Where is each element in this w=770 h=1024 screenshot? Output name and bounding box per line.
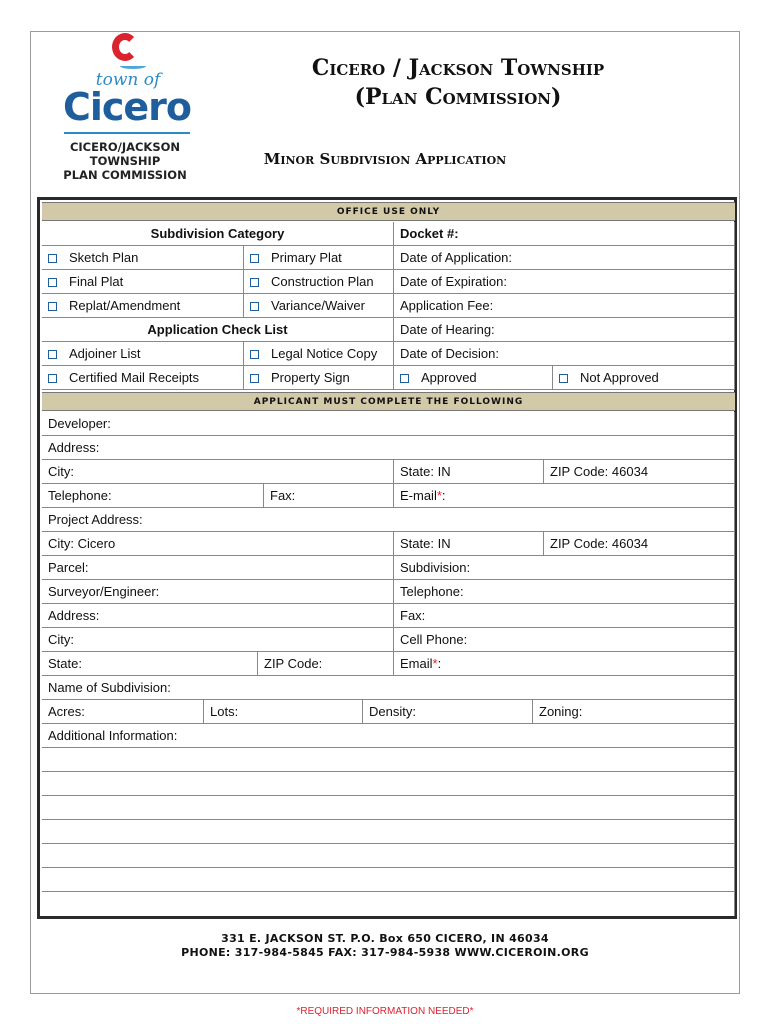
footer-contact: PHONE: 317-984-5845 FAX: 317-984-5938 WWW.CICEROIN.ORG — [181, 946, 589, 959]
surveyor-zip-label: ZIP Code: — [264, 656, 323, 671]
logo-town-of: town of — [95, 70, 161, 90]
email-colon: : — [441, 488, 446, 503]
footer-address: 331 E. JACKSON ST. P.O. Box 650 CICERO, IN 46034 — [221, 932, 549, 945]
required-asterisk: * — [436, 488, 442, 503]
sketch-plan-checkbox[interactable] — [42, 246, 244, 270]
project-city-field[interactable] — [42, 532, 394, 556]
not-approved-checkbox[interactable] — [553, 366, 735, 390]
email-colon: : — [437, 656, 442, 671]
approved-label: Approved — [421, 370, 477, 385]
acres-field[interactable] — [42, 700, 204, 724]
logo-line-2: TOWNSHIP — [89, 154, 161, 168]
surveyor-fax-label: Fax: — [400, 608, 426, 623]
additional-info-line[interactable] — [42, 820, 735, 844]
acres-label: Acres: — [48, 704, 85, 719]
date-expiration-field[interactable] — [394, 270, 735, 294]
replat-checkbox[interactable] — [42, 294, 244, 318]
logo-c-mark-icon — [112, 33, 138, 61]
date-hearing-label: Date of Hearing: — [400, 322, 495, 337]
email-label: E-mail — [400, 488, 437, 503]
docket-field[interactable] — [394, 222, 735, 246]
legal-notice-checkbox[interactable] — [244, 342, 394, 366]
required-note: *REQUIRED INFORMATION NEEDED* — [296, 1006, 474, 1017]
date-expiration-label: Date of Expiration: — [400, 274, 507, 289]
applicant-band: APPLICANT MUST COMPLETE THE FOLLOWING — [42, 392, 735, 411]
docket-label: Docket #: — [400, 226, 459, 241]
telephone-label: Telephone: — [48, 488, 112, 503]
application-fee-label: Application Fee: — [400, 298, 494, 313]
address-label: Address: — [48, 440, 100, 455]
application-fee-field[interactable] — [394, 294, 735, 318]
form-subtitle: Minor Subdivision Application — [263, 150, 507, 168]
state-label: State: IN — [400, 464, 451, 479]
surveyor-city-label: City: — [48, 632, 74, 647]
checkbox-icon[interactable] — [48, 278, 57, 287]
certified-mail-label: Certified Mail Receipts — [69, 370, 200, 385]
property-sign-label: Property Sign — [271, 370, 350, 385]
developer-field[interactable] — [42, 412, 735, 436]
surveyor-address-field[interactable] — [42, 604, 394, 628]
cell-phone-label: Cell Phone: — [400, 632, 468, 647]
title-line-1: Cicero / Jackson Township — [311, 55, 605, 81]
approved-checkbox[interactable] — [394, 366, 553, 390]
fax-field[interactable] — [264, 484, 394, 508]
town-logo — [50, 33, 200, 183]
construction-plan-label: Construction Plan — [271, 274, 374, 289]
city-field[interactable] — [42, 460, 394, 484]
application-form — [37, 197, 737, 919]
surveyor-zip-field[interactable] — [258, 652, 394, 676]
project-state-field[interactable] — [394, 532, 544, 556]
zip-field[interactable] — [544, 460, 735, 484]
additional-info-line[interactable] — [42, 868, 735, 892]
logo-line-1: CICERO/JACKSON — [69, 140, 181, 154]
density-label: Density: — [369, 704, 416, 719]
subdivision-name-field[interactable] — [42, 676, 735, 700]
variance-checkbox[interactable] — [244, 294, 394, 318]
checkbox-icon[interactable] — [559, 374, 568, 383]
not-approved-label: Not Approved — [580, 370, 659, 385]
subdivision-label: Subdivision: — [400, 560, 471, 575]
project-zip-label: ZIP Code: 46034 — [550, 536, 649, 551]
variance-label: Variance/Waiver — [271, 298, 365, 313]
project-city-label: City: Cicero — [48, 536, 116, 551]
logo-wave-icon — [120, 63, 146, 69]
property-sign-checkbox[interactable] — [244, 366, 394, 390]
telephone-field[interactable] — [42, 484, 264, 508]
checkbox-icon[interactable] — [48, 350, 57, 359]
checkbox-icon[interactable] — [250, 278, 259, 287]
title-line-2: (Plan Commission) — [354, 84, 562, 110]
check-list-heading: Application Check List — [42, 318, 394, 342]
surveyor-state-label: State: — [48, 656, 82, 671]
certified-mail-checkbox[interactable] — [42, 366, 244, 390]
subdivision-field[interactable] — [394, 556, 735, 580]
surveyor-email-field[interactable] — [394, 652, 735, 676]
project-address-field[interactable] — [42, 508, 735, 532]
lots-field[interactable] — [204, 700, 363, 724]
office-use-band: OFFICE USE ONLY — [42, 202, 735, 221]
additional-info-line[interactable] — [42, 796, 735, 820]
date-application-field[interactable] — [394, 246, 735, 270]
cell-phone-field[interactable] — [394, 628, 735, 652]
city-label: City: — [48, 464, 74, 479]
additional-info-label: Additional Information: — [48, 728, 178, 743]
surveyor-field[interactable] — [42, 580, 394, 604]
project-zip-field[interactable] — [544, 532, 735, 556]
additional-info-line[interactable] — [42, 772, 735, 796]
final-plat-label: Final Plat — [69, 274, 124, 289]
zip-label: ZIP Code: 46034 — [550, 464, 649, 479]
construction-plan-checkbox[interactable] — [244, 270, 394, 294]
checkbox-icon[interactable] — [48, 374, 57, 383]
parcel-label: Parcel: — [48, 560, 89, 575]
surveyor-fax-field[interactable] — [394, 604, 735, 628]
adjoiner-list-checkbox[interactable] — [42, 342, 244, 366]
developer-label: Developer: — [48, 416, 111, 431]
checkbox-icon[interactable] — [250, 302, 259, 311]
additional-info-line[interactable] — [42, 892, 735, 916]
surveyor-state-field[interactable] — [42, 652, 258, 676]
date-decision-label: Date of Decision: — [400, 346, 499, 361]
fax-label: Fax: — [270, 488, 296, 503]
parcel-field[interactable] — [42, 556, 394, 580]
sketch-plan-label: Sketch Plan — [69, 250, 139, 265]
lots-label: Lots: — [210, 704, 239, 719]
logo-line-3: PLAN COMMISSION — [63, 168, 187, 182]
additional-info-line[interactable] — [42, 748, 735, 772]
address-field[interactable] — [42, 436, 735, 460]
additional-info-field[interactable] — [42, 724, 735, 748]
required-asterisk: * — [432, 656, 438, 671]
surveyor-email-label: Email — [400, 656, 433, 671]
logo-divider — [64, 132, 190, 134]
surveyor-telephone-field[interactable] — [394, 580, 735, 604]
zoning-label: Zoning: — [539, 704, 583, 719]
surveyor-telephone-label: Telephone: — [400, 584, 464, 599]
additional-info-line[interactable] — [42, 844, 735, 868]
date-application-label: Date of Application: — [400, 250, 513, 265]
date-hearing-field[interactable] — [394, 318, 735, 342]
zoning-field[interactable] — [533, 700, 735, 724]
adjoiner-list-label: Adjoiner List — [69, 346, 141, 361]
project-address-label: Project Address: — [48, 512, 143, 527]
primary-plat-label: Primary Plat — [271, 250, 342, 265]
checkbox-icon[interactable] — [48, 254, 57, 263]
email-field[interactable] — [394, 484, 735, 508]
surveyor-label: Surveyor/Engineer: — [48, 584, 160, 599]
subdivision-category-heading: Subdivision Category — [42, 222, 394, 246]
checkbox-icon[interactable] — [250, 374, 259, 383]
checkbox-icon[interactable] — [250, 350, 259, 359]
subdivision-name-label: Name of Subdivision: — [48, 680, 171, 695]
replat-label: Replat/Amendment — [69, 298, 181, 313]
date-decision-field[interactable] — [394, 342, 735, 366]
project-state-label: State: IN — [400, 536, 451, 551]
final-plat-checkbox[interactable] — [42, 270, 244, 294]
surveyor-address-label: Address: — [48, 608, 100, 623]
state-field[interactable] — [394, 460, 544, 484]
density-field[interactable] — [363, 700, 533, 724]
checkbox-icon[interactable] — [400, 374, 409, 383]
surveyor-city-field[interactable] — [42, 628, 394, 652]
logo-cicero: Cicero — [62, 85, 192, 129]
checkbox-icon[interactable] — [250, 254, 259, 263]
checkbox-icon[interactable] — [48, 302, 57, 311]
primary-plat-checkbox[interactable] — [244, 246, 394, 270]
legal-notice-label: Legal Notice Copy — [271, 346, 378, 361]
